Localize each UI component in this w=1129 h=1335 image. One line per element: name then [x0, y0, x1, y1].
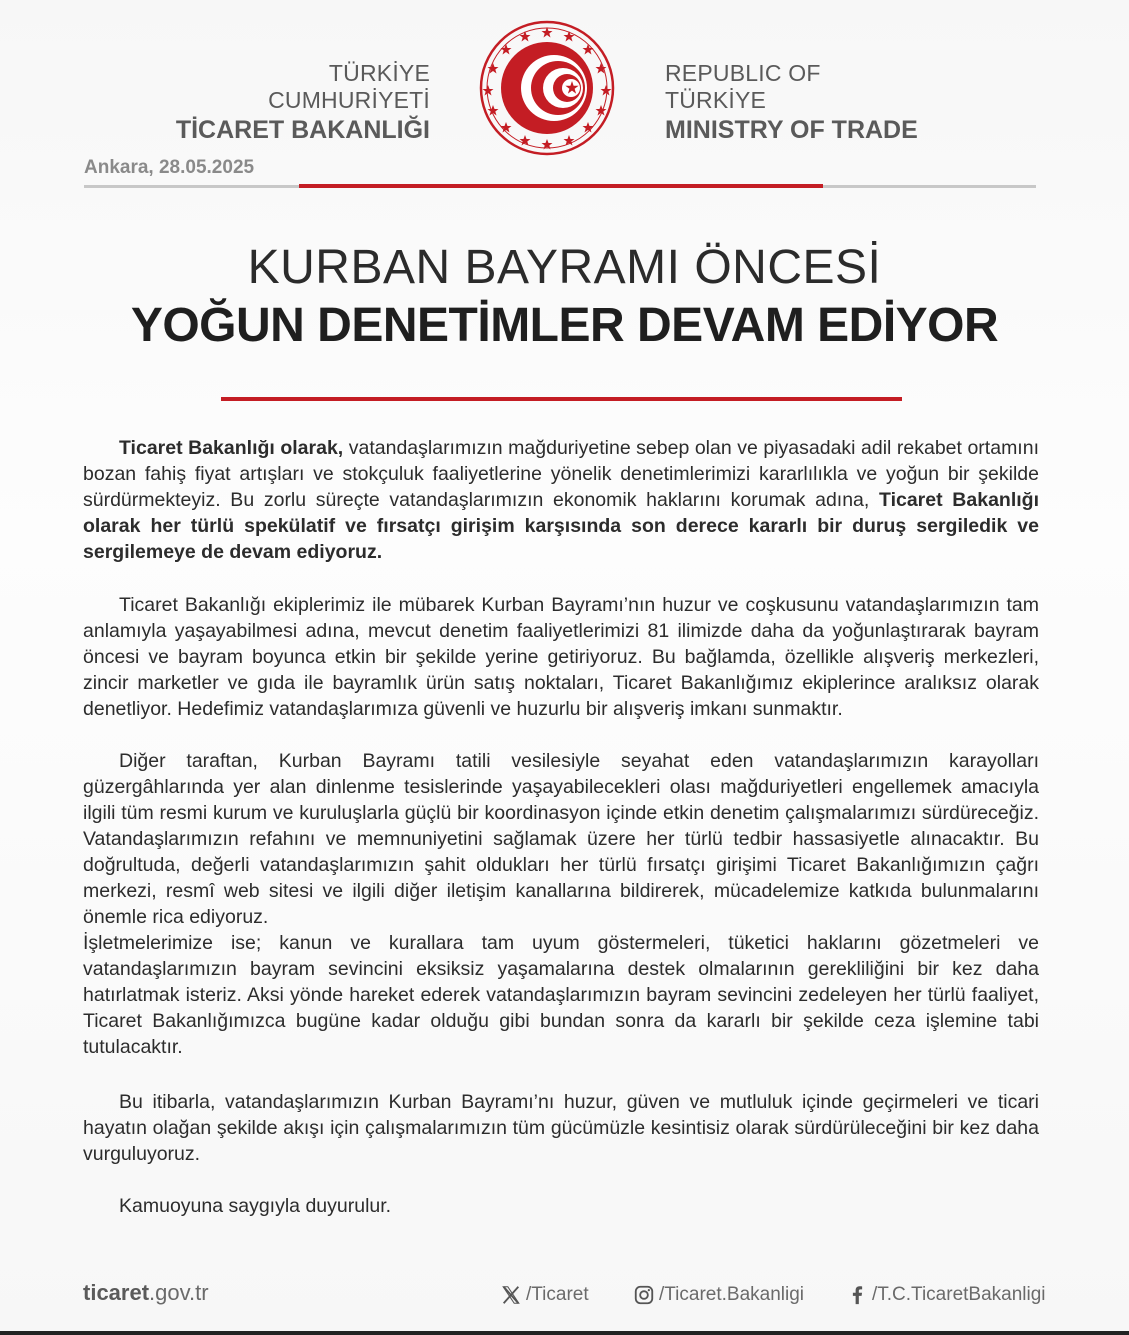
x-handle: /Ticaret	[526, 1284, 589, 1305]
paragraph-1-lead: Ticaret Bakanlığı olarak,	[119, 437, 344, 459]
x-link[interactable]	[500, 1280, 589, 1310]
headline-line1: KURBAN BAYRAMI ÖNCESİ	[247, 241, 882, 294]
website-link[interactable]	[83, 1280, 209, 1310]
republic-name-en: REPUBLIC OF TÜRKİYE	[665, 60, 821, 113]
website-domain-rest: .gov.tr	[149, 1280, 209, 1305]
paragraph-3	[83, 748, 1039, 1060]
paragraph-6	[83, 1193, 1039, 1219]
paragraph-1-text: vatandaşlarımızın mağduriyetine sebep olan ve piyasadaki adil rekabet ortamını bozan fahiş fiyat artışları ve stokçuluk faaliyetlerine yönelik denetimlerimizi kararlılıkla ve yoğun bir şekilde sürdürmekteyiz. Bu zorlu süreçte vatandaşlarımızın ekonomik haklarını korumak adına,	[83, 437, 1039, 511]
instagram-icon	[633, 1284, 655, 1306]
ministry-name-tr	[172, 60, 430, 145]
paragraph-3-text: Diğer taraftan, Kurban Bayramı tatili vesilesiyle seyahat eden vatandaşlarımızın karayolları güzergâhlarında yer alan dinlenme tesislerinde yaşayabilecekleri olası mağduriyetleri engellemek amacıyla ilgili tüm resmi kurum ve kuruluşlarla güçlü bir koordinasyon içinde etkin denetim çalışmalarımızı sürdüreceğiz. Vatandaşlarımızın refahını ve memnuniyetini sağlamak üzere her türlü tedbir hassasiyetle alınacaktır. Bu doğrultuda, değerli vatandaşlarımızın şahit oldukları her türlü fırsatçı girişimi Ticaret Bakanlığımızın çağrı merkezi, resmî web sitesi ve ilgili diğer iletişim kanallarına bildirerek, mücadelemize katkıda bulunmalarını önemle rica ediyoruz.	[83, 750, 1039, 928]
release-date: Ankara, 28.05.2025	[84, 157, 255, 178]
paragraph-4-text: İşletmelerimize ise; kanun ve kurallara tam uyum göstermeleri, tüketici haklarını gözetmeleri ve vatandaşlarımızın bayram sevincini eksiksiz yaşamalarına destek olmalarının gerekliliğini bir kez daha hatırlatmak isteriz. Aksi yönde hareket ederek vatandaşlarımızın bayram sevincini zedeleyen her türlü faaliyet, Ticaret Bakanlığımızca bugüne kadar olduğu gibi bundan sonra da kararlı bir şekilde ceza işlemine tabi tutulacaktır.	[83, 932, 1039, 1058]
ministry-name-tr-bold: TİCARET BAKANLIĞI	[175, 116, 430, 144]
closing-text: Kamuoyuna saygıyla duyurulur.	[119, 1195, 392, 1217]
paragraph-2	[83, 592, 1039, 722]
paragraph-1-emphasis: Ticaret Bakanlığı olarak her türlü spekülatif ve fırsatçı girişim karşısında son derece kararlı bir duruş sergiledik ve sergilemeye de devam ediyoruz.	[83, 489, 1039, 563]
ministry-name-en	[665, 60, 925, 145]
instagram-handle: /Ticaret.Bakanligi	[659, 1284, 805, 1305]
paragraph-2-text: Ticaret Bakanlığı ekiplerimiz ile mübarek Kurban Bayramı’nın huzur ve coşkusunu vatandaşlarımızın tam anlamıyla yaşayabilmesi adına, mevcut denetim faaliyetlerimizi 81 ilimizde daha da yoğunlaştırarak bayram öncesi ve bayram boyunca etkin bir şekilde yerine getiriyoruz. Bu bağlamda, özellikle alışveriş merkezleri, zincir marketler ve gıda ile bayramlık ürün satış noktaları, Ticaret Bakanlığımız ekiplerince aralıksız olarak denetliyor. Hedefimiz vatandaşlarımıza güvenli ve huzurlu bir alışveriş imkanı sunmaktır.	[83, 594, 1039, 720]
instagram-link[interactable]	[633, 1280, 804, 1310]
header-divider-accent	[299, 184, 823, 188]
ministry-emblem-icon	[476, 17, 618, 159]
x-icon	[500, 1284, 522, 1306]
republic-name-tr: TÜRKİYE CUMHURİYETİ	[268, 60, 430, 113]
headline-line2: YOĞUN DENETİMLER DEVAM EDİYOR	[130, 299, 999, 352]
title-divider	[221, 397, 902, 401]
paragraph-1	[83, 435, 1039, 565]
bottom-border	[0, 1331, 1129, 1335]
paragraph-5-text: Bu itibarla, vatandaşlarımızın Kurban Bayramı’nı huzur, güven ve mutluluk içinde geçirmeleri ve ticari hayatın olağan şekilde akışı için çalışmalarımızın tüm gücümüzle kesintisiz olarak sürdürüleceğini bir kez daha vurguluyoruz.	[83, 1091, 1039, 1165]
facebook-handle: /T.C.TicaretBakanligi	[872, 1284, 1046, 1305]
website-domain-bold: ticaret	[83, 1280, 150, 1305]
paragraph-5	[83, 1089, 1039, 1167]
ministry-name-en-bold: MINISTRY OF TRADE	[665, 116, 918, 144]
facebook-icon	[846, 1284, 868, 1306]
facebook-link[interactable]	[846, 1280, 1046, 1310]
